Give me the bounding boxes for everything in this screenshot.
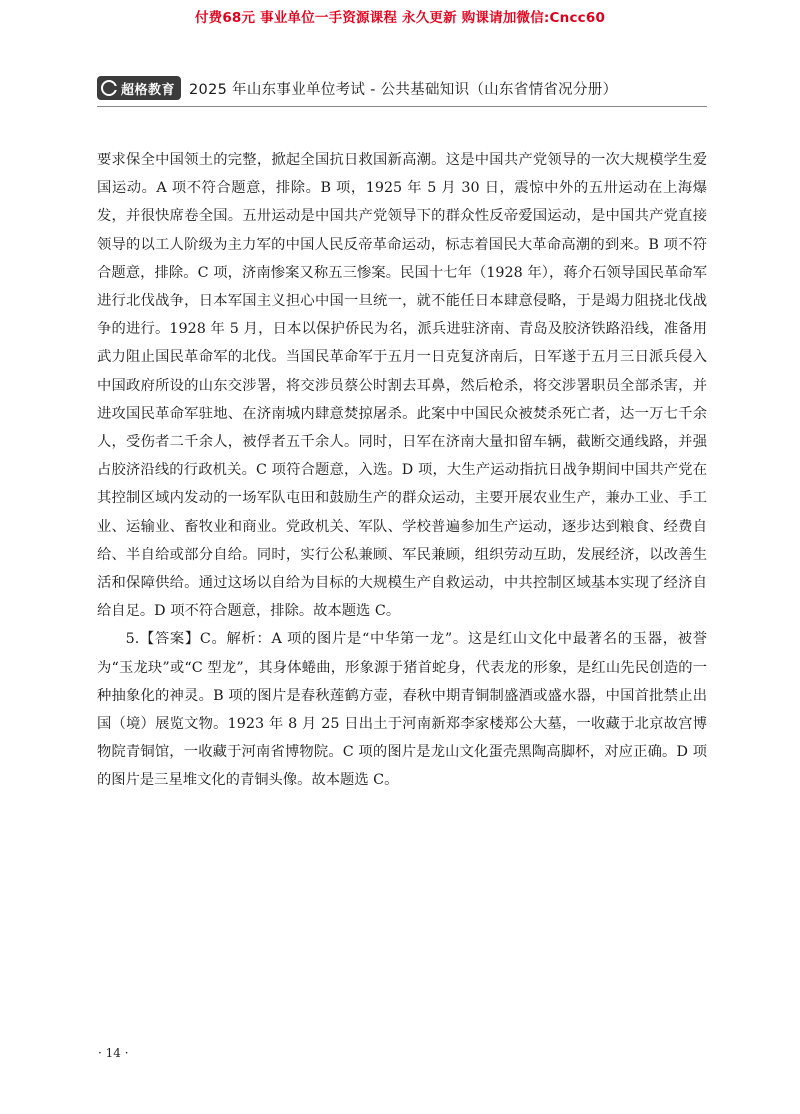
header-divider (97, 106, 707, 107)
top-banner: 付费68元 事业单位一手资源课程 永久更新 购课请加微信:Cncc60 (194, 10, 606, 26)
brand-logo (97, 76, 181, 100)
brand-logo-text: 超格教育 (121, 82, 176, 98)
page-number: · 14 · (98, 1046, 129, 1060)
main-content (97, 146, 707, 795)
paragraph-answer-5: 5.【答案】C。解析：A 项的图片是“中华第一龙”。这是红山文化中最著名的玉器，被誉为“玉龙玦”或“C 型龙”，其身体蜷曲，形象源于猪首蛇身，代表龙的形象，是红山先民创造的一种抽象化的神灵。B 项的图片是春秋莲鹤方壶，春秋中期青铜制盛酒或盛水器，中国首批禁止出国（境）展览文物。1923 年 8 月 25 日出土于河南新郑李家楼郑公大墓，一收藏于北京故宫博物院青铜馆，一收藏于河南省博物院。C 项的图片是龙山文化蛋壳黑陶高脚杯，对应正确。D 项的图片是三星堆文化的青铜头像。故本题选 C。 (97, 631, 707, 789)
brand-logo-icon (101, 80, 117, 96)
header-title: 2025 年山东事业单位考试 - 公共基础知识（山东省情省况分册） (189, 81, 618, 98)
page-header (97, 75, 707, 101)
paragraph-continuation: 要求保全中国领土的完整，掀起全国抗日救国新高潮。这是中国共产党领导的一次大规模学生爱国运动。A 项不符合题意，排除。B 项，1925 年 5 月 30 日，震惊中外的五卅运动在上海爆发，并很快席卷全国。五卅运动是中国共产党领导下的群众性反帝爱国运动，是中国共产党直接领导的以工人阶级为主力军的中国人民反帝革命运动，标志着国民大革命高潮的到来。B 项不符合题意，排除。C 项，济南惨案又称五三惨案。民国十七年（1928 年），蒋介石领导国民革命军进行北伐战争，日本军国主义担心中国一旦统一，就不能任日本肆意侵略，于是竭力阻挠北伐战争的进行。1928 年 5 月，日本以保护侨民为名，派兵进驻济南、青岛及胶济铁路沿线，准备用武力阻止国民革命军的北伐。当国民革命军于五月一日克复济南后，日军遂于五月三日派兵侵入中国政府所设的山东交涉署，将交涉员蔡公时割去耳鼻，然后枪杀，将交涉署职员全部杀害，并进攻国民革命军驻地、在济南城内肆意焚掠屠杀。此案中中国民众被焚杀死亡者，达一万七千余人，受伤者二千余人，被俘者五千余人。同时，日军在济南大量扣留车辆，截断交通线路，并强占胶济沿线的行政机关。C 项符合题意，入选。D 项，大生产运动指抗日战争期间中国共产党在其控制区域内发动的一场军队屯田和鼓励生产的群众运动，主要开展农业生产，兼办工业、手工业、运输业、畜牧业和商业。党政机关、军队、学校普遍参加生产运动，逐步达到粮食、经费自给、半自给或部分自给。同时，实行公私兼顾、军民兼顾，组织劳动互助，发展经济，以改善生活和保障供给。通过这场以自给为目标的大规模生产自救运动，中共控制区域基本实现了经济自给自足。D 项不符合题意，排除。故本题选 C。 (97, 152, 707, 620)
